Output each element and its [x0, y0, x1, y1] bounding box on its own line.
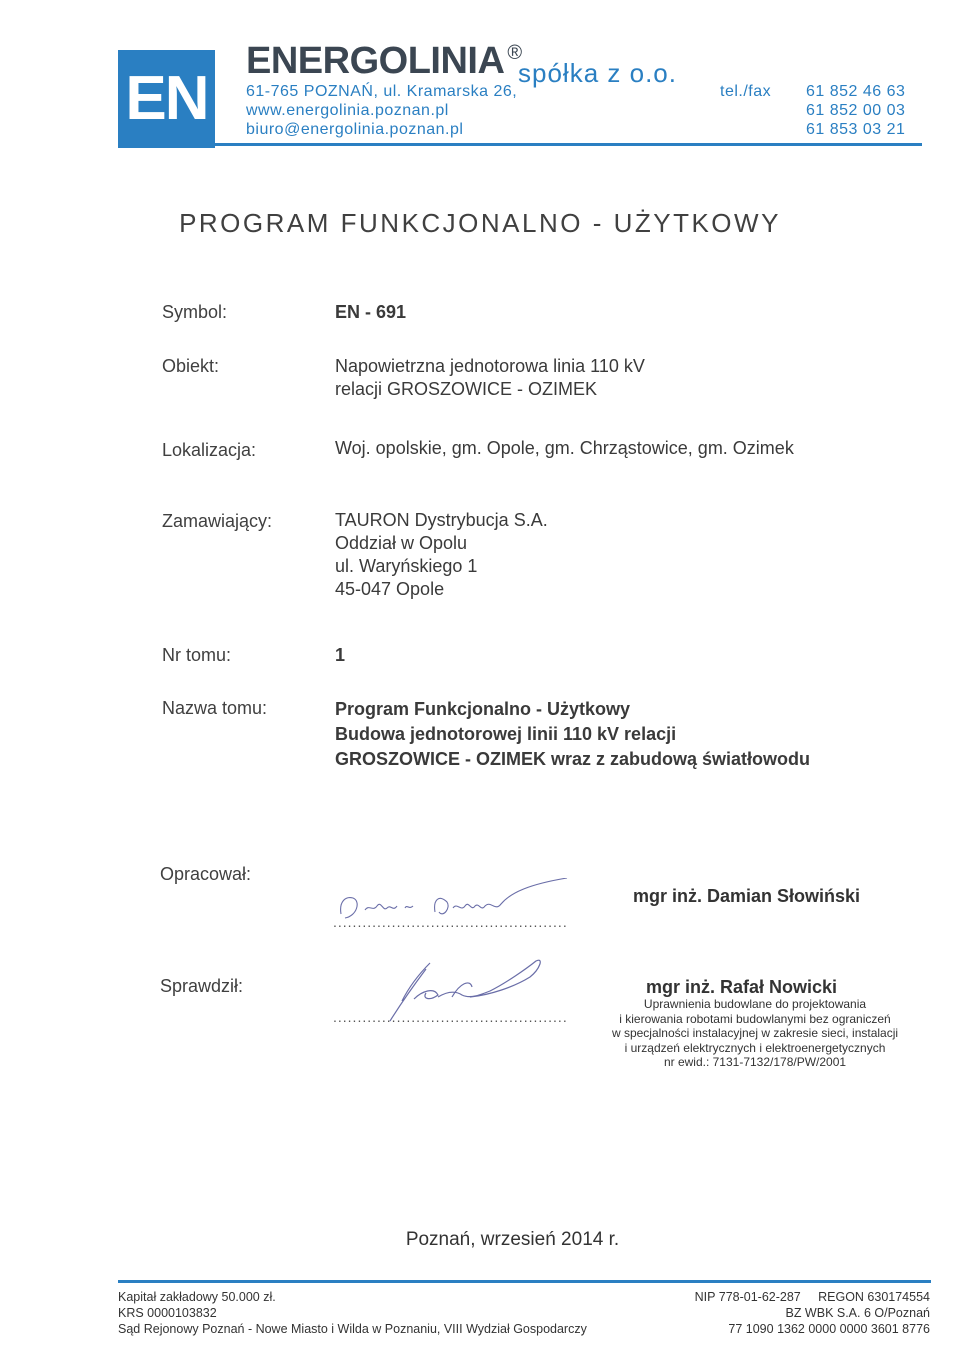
checked-by-label: Sprawdził: — [160, 976, 244, 996]
phone-number: 61 852 00 03 — [806, 102, 906, 119]
location-label: Lokalizacja: — [162, 440, 257, 460]
prepared-by-label: Opracował: — [160, 864, 252, 884]
company-logo: EN — [118, 50, 215, 148]
footer-line: 77 1090 1362 0000 0000 3601 8776 — [728, 1322, 930, 1336]
footer-bank-info — [695, 1289, 930, 1337]
qualification-line: nr ewid.: 7131-7132/178/PW/2001 — [663, 1055, 847, 1069]
header-rule — [118, 143, 922, 146]
document-title: PROGRAM FUNKCJONALNO - UŻYTKOWY — [179, 208, 781, 238]
footer-company-info — [118, 1289, 587, 1337]
client-line: 45-047 Opole — [335, 579, 445, 599]
phone-number: 61 853 03 21 — [806, 121, 906, 138]
footer-line: NIP 778-01-62-287 REGON 630174554 — [694, 1290, 930, 1304]
footer-rule — [118, 1280, 931, 1283]
registered-mark: ® — [507, 42, 522, 64]
place-and-date: Poznań, wrzesień 2014 r. — [405, 1229, 620, 1250]
object-line: Napowietrzna jednotorowa linia 110 kV — [335, 356, 645, 376]
company-email[interactable]: biuro@energolinia.poznan.pl — [246, 121, 464, 138]
qualification-line: w specjalności instalacyjnej w zakresie sieci, instalacji — [611, 1026, 899, 1040]
symbol-value: EN - 691 — [335, 302, 407, 322]
client-label: Zamawiający: — [162, 511, 273, 531]
object-label: Obiekt: — [162, 356, 220, 376]
phone-number: 61 852 46 63 — [806, 83, 906, 100]
prepared-signature-line: ................................................ — [333, 914, 568, 930]
qualification-line: i urządzeń elektrycznych i elektroenergetycznych — [624, 1040, 886, 1055]
checked-by-qualifications — [605, 997, 905, 1070]
object-line: relacji GROSZOWICE - OZIMEK — [335, 379, 598, 399]
volume-name-line: GROSZOWICE - OZIMEK wraz z zabudową światłowodu — [335, 749, 811, 769]
company-name-text: ENERGOLINIA — [246, 40, 505, 82]
volume-number-label: Nr tomu: — [162, 645, 232, 665]
client-line: ul. Waryńskiego 1 — [335, 556, 478, 576]
footer-line: Kapitał zakładowy 50.000 zł. — [118, 1290, 276, 1304]
phone-label: tel./fax — [720, 83, 772, 100]
footer-line: BZ WBK S.A. 6 O/Poznań — [785, 1306, 930, 1320]
qualification-line: i kierowania robotami budowlanymi bez ograniczeń — [619, 1011, 891, 1026]
client-line: TAURON Dystrybucja S.A. — [335, 510, 548, 530]
prepared-by-name: mgr inż. Damian Słowiński — [633, 886, 861, 906]
qualification-line: Uprawnienia budowlane do projektowania — [643, 997, 867, 1011]
company-name — [246, 40, 522, 83]
company-address: 61-765 POZNAŃ, ul. Kramarska 26, — [246, 83, 518, 100]
volume-name-line: Program Funkcjonalno - Użytkowy — [335, 699, 631, 719]
volume-number-value: 1 — [335, 645, 346, 665]
client-value — [335, 509, 548, 601]
company-website[interactable]: www.energolinia.poznan.pl — [246, 102, 449, 119]
object-value — [335, 355, 645, 401]
client-line: Oddział w Opolu — [335, 533, 468, 553]
volume-name-line: Budowa jednotorowej linii 110 kV relacji — [335, 724, 677, 744]
footer-line: Sąd Rejonowy Poznań - Nowe Miasto i Wilda w Poznaniu, VIII Wydział Gospodarczy — [118, 1322, 587, 1336]
checked-by-name: mgr inż. Rafał Nowicki — [646, 977, 838, 997]
symbol-label: Symbol: — [162, 302, 228, 322]
company-suffix: spółka z o.o. — [518, 58, 677, 88]
footer-line: KRS 0000103832 — [118, 1306, 217, 1320]
volume-name-label: Nazwa tomu: — [162, 698, 268, 718]
volume-name-value — [335, 697, 810, 772]
location-value: Woj. opolskie, gm. Opole, gm. Chrząstowice, gm. Ozimek — [335, 438, 794, 458]
checked-signature-line: ................................................ — [333, 1009, 568, 1025]
